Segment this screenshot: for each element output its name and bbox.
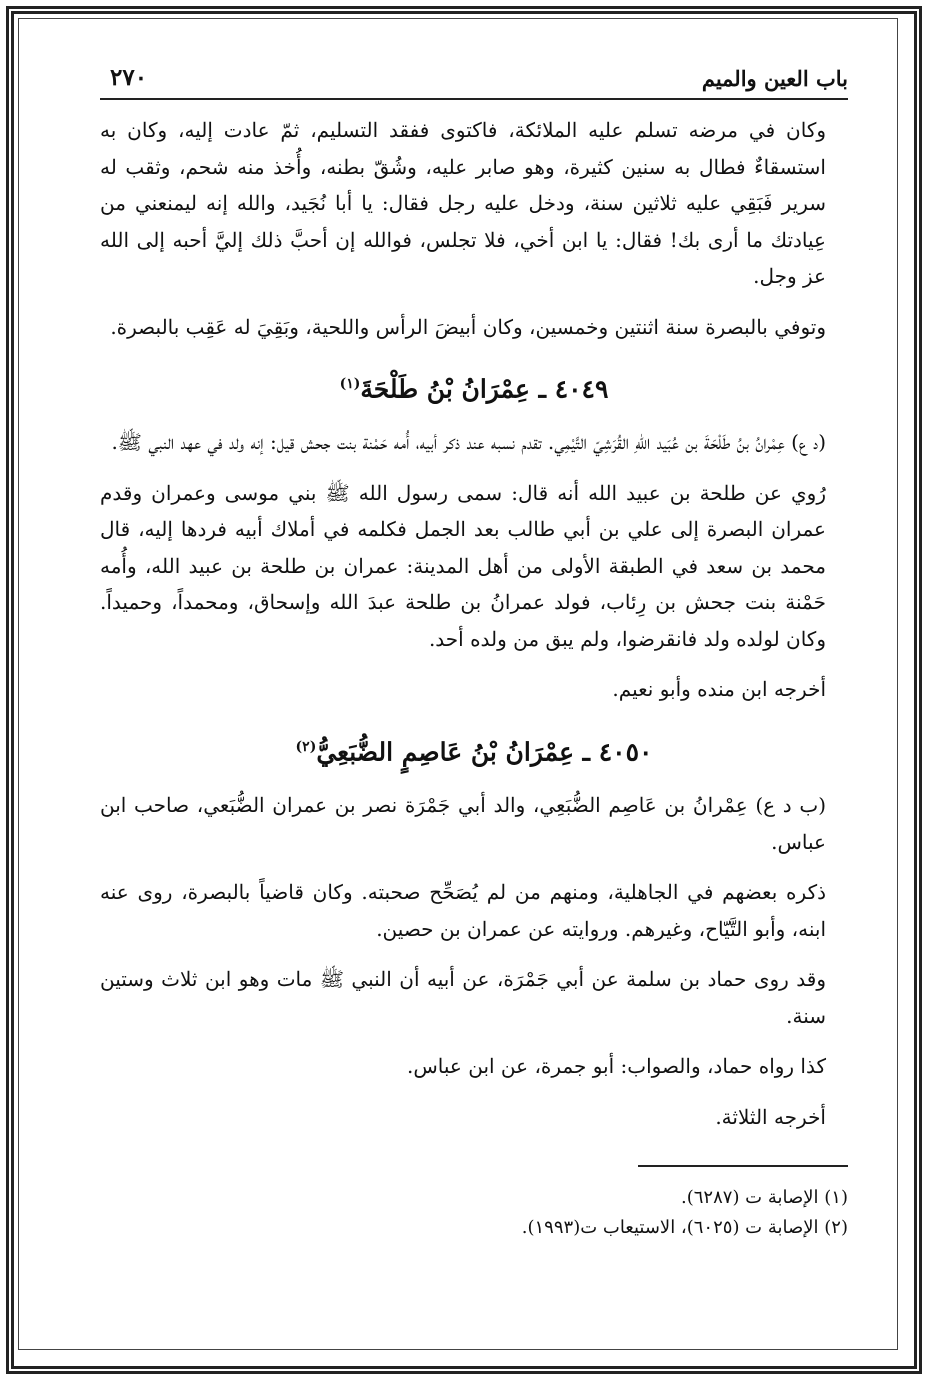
entry-4050-heading	[100, 726, 848, 773]
page-body	[100, 112, 848, 1243]
intro-paragraph-2: وتوفي بالبصرة سنة اثنتين وخمسين، وكان أبيضَ الرأس واللحية، وبَقِيَ له عَقِب بالبصرة.	[110, 314, 826, 339]
running-title: باب العين والميم	[701, 66, 848, 91]
footnote-2: (٢) الإصابة ت (٦٠٢٥)، الاستيعاب ت(١٩٩٣).	[521, 1217, 848, 1239]
entry-4050-paragraph-5: أخرجه الثلاثة.	[715, 1104, 826, 1129]
footnote-divider	[638, 1165, 848, 1167]
intro-paragraph-1: وكان في مرضه تسلم عليه الملائكة، فاكتوى ففقد التسليم، ثمّ عادت إليه، وكان به استسقاءٌ فطال به سنين كثيرة، وهو صابر عليه، وشُقّ بطنه، وأُخذ منه شحم، وثقب له سرير فَبَقِي عليه ثلاثين سنة، ودخل عليه رجل فقال: يا أبا نُجَيد، والله إنه ليمنعني من عِيادتك ما أرى بك! فقال: يا ابن أخي، فلا تجلس، فوالله إن أحبَّ ذلك إليَّ أحبه إلى الله عز وجل.	[100, 118, 826, 288]
entry-4049-title: ٤٠٤٩ ـ عِمْرَانُ بْنُ طَلْحَةَ	[360, 374, 609, 404]
entry-4050-paragraph-1: (ب د ع) عِمْرانُ بن عَاصِم الضُّبَعِي، والد أبي جَمْرَة نصر بن عمران الضُّبَعي، صاحب ابن عباس.	[100, 793, 826, 854]
entry-4049-paragraph-2: رُوي عن طلحة بن عبيد الله أنه قال: سمى رسول الله ﷺ بني موسى وعمران وقدم عمران البصرة إلى علي بن أبي طالب بعد الجمل فكلمه في أملاك أبيه فردها إليه، قال محمد بن سعد في الطبقة الأولى من أهل المدينة: عمران بن طلحة بن عبيد الله، وأُمه حَمْنة بنت جحش بن رِئاب، فولد عمرانُ بن طلحة عبدَ الله وإسحاق، ومحمداً، وحميداً. وكان لولده ولد فانقرضوا، ولم يبق من ولده أحد.	[100, 480, 826, 651]
page-header	[100, 62, 848, 100]
entry-4049-paragraph-3: أخرجه ابن منده وأبو نعيم.	[612, 677, 826, 702]
entry-4050-paragraph-4: كذا رواه حماد، والصواب: أبو جمرة، عن ابن عباس.	[407, 1054, 826, 1079]
book-page	[100, 52, 848, 1352]
entry-4050-paragraph-2: ذكره بعضهم في الجاهلية، ومنهم من لم يُصَحِّح صحبته. وكان قاضياً بالبصرة، روى عنه ابنه، وأبو التَّيّاح، وغيرهم. وروايته عن عمران بن حصين.	[100, 880, 826, 941]
entry-4050-note-ref: (٢)	[295, 738, 317, 755]
page-number: ٢٧٠	[110, 64, 148, 91]
entry-4049-heading	[100, 363, 848, 410]
entry-4050-paragraph-3: وقد روى حماد بن سلمة عن أبي جَمْرَة، عن أبيه أن النبي ﷺ مات وهو ابن ثلاث وستين سنة.	[100, 967, 826, 1028]
entry-4049-note-ref: (١)	[339, 376, 361, 392]
footnote-1: (١) الإصابة ت (٦٢٨٧).	[681, 1187, 848, 1209]
entry-4049-paragraph-1: (د ع) عِمْرانُ بنُ طَلْحَةَ بن عُبَيد اللهِ القُرَشِيّ التَّيْمِي. تقدم نسبه عند ذكر أبيه، أُمه حَمْنة بنت جحش قيل: إنه ولد في عهد النبي ﷺ.	[111, 430, 826, 455]
entry-4050-title: ٤٠٥٠ ـ عِمْرَانُ بْنُ عَاصِمٍ الضُّبَعِيُّ	[316, 737, 653, 767]
